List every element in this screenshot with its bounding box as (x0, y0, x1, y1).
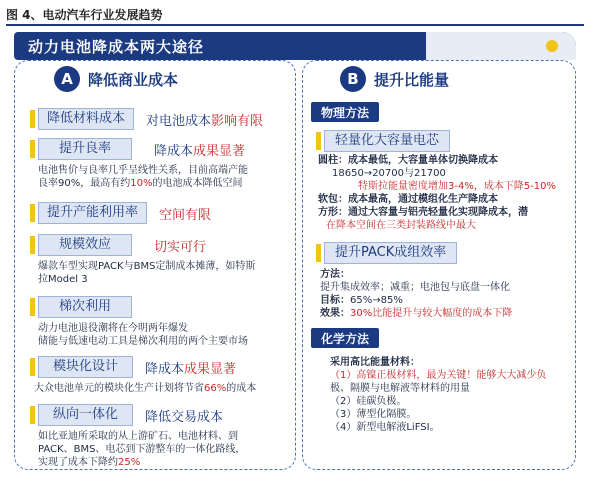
item-effect: 降成本成果显著 (154, 143, 246, 159)
item-effect: 降低交易成本 (145, 409, 224, 425)
cell-format-list: 圆柱：成本最低，大容量单体切换降成本 18650→20700与21700 特斯拉能量密度增加3-4%，成本下降5-10% 软包：成本最高，通过模组化生产降成本 方形：通过大容量与铝壳轻量化实现降成本，潜 在降本空间在三类封装路线中最大 (318, 155, 557, 231)
banner (14, 32, 576, 60)
left-item-yield (30, 138, 245, 160)
item-marker (30, 204, 35, 222)
item-marker (30, 358, 35, 376)
left-item-integration-desc: 如比亚迪所采取的从上游矿石、电池材料、到 PACK、BMS、电芯到下游整车的一体化路线， 实现了成本下降约25% (38, 431, 246, 468)
right-badge: B (340, 66, 366, 92)
item-label: 规模效应 (38, 234, 132, 256)
left-item-modular (30, 356, 236, 378)
item-label: 提升PACK成组效率 (324, 242, 457, 264)
item-label: 提升良率 (38, 138, 132, 160)
left-item-scale-desc: 爆款车型实现PACK与BMS定制成本摊薄，如特斯 拉Model 3 (38, 261, 256, 285)
left-section-header (54, 66, 178, 92)
right-section-header (340, 66, 449, 92)
left-item-integration (30, 404, 223, 426)
left-item-materials (30, 108, 263, 130)
left-item-yield-desc: 电池售价与良率几乎呈线性关系，目前高端产能 良率90%，最高有约10%的电池成本降低空间 (38, 165, 248, 189)
figure-title: 图 4、电动汽车行业发展趋势 (6, 8, 163, 22)
item-marker (316, 132, 321, 150)
item-marker (30, 298, 35, 316)
left-item-reuse-desc: 动力电池退役潮将在今明两年爆发 储能与低速电动工具是梯次利用的两个主要市场 (38, 323, 248, 347)
chemical-method-header: 化学方法 (311, 328, 379, 348)
item-label: 提升产能利用率 (38, 202, 147, 224)
title-rule (6, 24, 584, 26)
item-marker (30, 110, 35, 128)
item-label: 模块化设计 (38, 356, 133, 378)
left-item-scale (30, 234, 206, 256)
item-marker (316, 244, 321, 262)
item-marker (30, 236, 35, 254)
banner-title: 动力电池降成本两大途径 (28, 38, 205, 56)
item-label: 梯次利用 (38, 296, 132, 318)
left-badge: A (54, 66, 80, 92)
physical-method-header: 物理方法 (311, 102, 379, 122)
left-item-capacity (30, 202, 211, 224)
item-effect: 空间有限 (159, 207, 212, 223)
pack-details: 方法： 提升集成效率；减重；电池包与底盘一体化 目标：65%→85% 效果：30%比能提升与较大幅度的成本下降 (320, 269, 513, 319)
item-marker (30, 140, 35, 158)
item-marker (30, 406, 35, 424)
item-label: 降低材料成本 (38, 108, 134, 130)
item-effect: 对电池成本影响有限 (146, 113, 264, 129)
left-item-modular-desc: 大众电池单元的模块化生产计划将节省66%的成本 (34, 383, 257, 394)
item-label: 纵向一体化 (38, 404, 133, 426)
item-effect: 切实可行 (154, 239, 207, 255)
right-item-pack-efficiency (316, 242, 457, 264)
item-label: 轻量化大容量电芯 (324, 130, 450, 152)
chemical-list: 采用高比能量材料： （1）高镍正极材料，最为关键！能够大大减少负 极、隔膜与电解液等材料的用量 （2）硅碳负极。 （3）薄型化隔膜。 （4）新型电解液LiFSI。 (330, 357, 547, 433)
banner-dot-icon (546, 40, 558, 52)
left-title: 降低商业成本 (88, 70, 179, 89)
right-item-lightweight-cell (316, 130, 450, 152)
right-title: 提升比能量 (374, 70, 450, 89)
item-effect: 降成本成果显著 (145, 361, 237, 377)
left-item-reuse (30, 296, 132, 318)
